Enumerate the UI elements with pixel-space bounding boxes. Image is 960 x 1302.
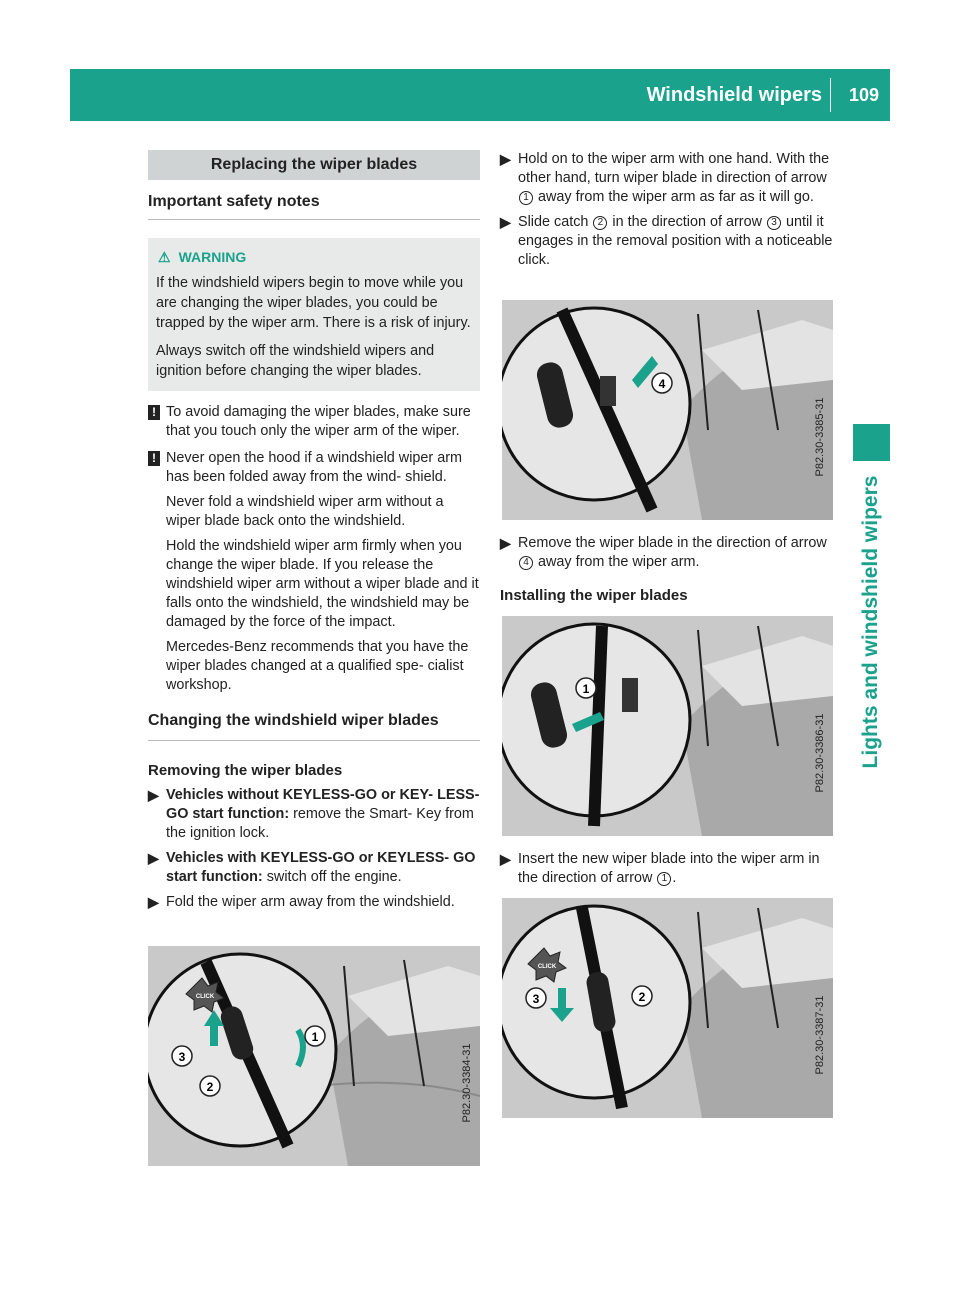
figure-code: [460, 1008, 474, 1158]
section-heading: Replacing the wiper blades: [148, 150, 480, 180]
side-tab-marker: [853, 424, 890, 461]
step-arrow-icon: ▶: [500, 851, 511, 867]
heading-installing-blades: Installing the wiper blades: [500, 587, 688, 604]
step-keyless-without: [148, 786, 480, 843]
notice-icon: !: [148, 451, 160, 466]
ref-number: 2: [593, 216, 607, 230]
step-text: Insert the new wiper blade into the wiper arm in the direction of arrow: [518, 851, 820, 886]
step-arrow-icon: ▶: [500, 535, 511, 551]
figure-remove-blade: [502, 300, 833, 520]
figure-code: [813, 362, 827, 512]
side-tab-text: Lights and windshield wipers: [859, 475, 882, 769]
step-text: remove the Smart- Key from the ignition lock.: [166, 806, 474, 841]
figure-label-4: 4: [658, 377, 666, 391]
figure-label-1: 1: [582, 682, 590, 696]
page-number: 109: [848, 85, 880, 105]
figure-code-text: P82.30-3385-31: [814, 397, 826, 477]
figure-install-blade: [502, 616, 833, 836]
header-divider: [830, 78, 831, 112]
step-fold-arm: [148, 893, 480, 912]
note-2: [148, 449, 480, 695]
figure-label-2: 2: [638, 990, 646, 1004]
step-text: Remove the wiper blade in the direction of arrow: [518, 535, 827, 551]
click-label: CLICK: [195, 994, 215, 1000]
right-column: [500, 150, 834, 276]
right-column-low: [500, 850, 834, 894]
figure-engage-blade-click: [502, 898, 833, 1118]
warning-title: [158, 248, 472, 267]
warning-box: [148, 238, 480, 391]
warning-title-text: WARNING: [178, 249, 247, 265]
step-text: Hold on to the wiper arm with one hand. With the other hand, turn wiper blade in direction of arrow: [518, 151, 830, 186]
figure-label-3: 3: [178, 1050, 186, 1064]
note-1: [148, 403, 480, 441]
note-2-text-2: Never fold a windshield wiper arm without a wiper blade back onto the windshield.: [166, 494, 444, 529]
step-text: Fold the wiper arm away from the windshield.: [166, 894, 455, 910]
ref-number: 4: [519, 556, 533, 570]
left-column: [148, 150, 480, 918]
step-condition: Vehicles with KEYLESS-GO or KEYLESS- GO start function:: [166, 850, 476, 885]
step-text: switch off the engine.: [262, 869, 402, 885]
step-remove-blade: [500, 534, 834, 572]
figure-code-text: P82.30-3384-31: [461, 1043, 473, 1123]
step-keyless-with: [148, 849, 480, 887]
step-arrow-icon: ▶: [148, 894, 159, 910]
figure-remove-blade-click: [148, 946, 480, 1166]
warning-text-1: If the windshield wipers begin to move while you are changing the wiper blades, you could be trapped by the wiper arm. There is a risk of injury.: [156, 275, 471, 331]
figure-code-text: P82.30-3387-31: [814, 995, 826, 1075]
step-text: .: [672, 870, 677, 886]
step-slide-catch: [500, 213, 834, 270]
warning-text-2: Always switch off the windshield wipers and ignition before changing the wiper blades.: [156, 343, 435, 379]
ref-number: 1: [519, 191, 533, 205]
heading-removing-blades: Removing the wiper blades: [148, 762, 343, 779]
step-arrow-icon: ▶: [500, 214, 511, 230]
step-turn-blade: [500, 150, 834, 207]
ref-number: 3: [767, 216, 781, 230]
side-tab-label: [853, 472, 890, 772]
step-text: in the direction of arrow: [608, 214, 766, 230]
figure-code: [813, 960, 827, 1110]
step-arrow-icon: ▶: [148, 787, 159, 803]
step-arrow-icon: ▶: [500, 151, 511, 167]
figure-label-3: 3: [532, 992, 540, 1006]
step-text: away from the wiper arm as far as it will go.: [534, 189, 814, 205]
figure-label-2: 2: [206, 1080, 214, 1094]
note-2-text-3: Hold the windshield wiper arm firmly when you change the wiper blade. If you release the windshield wiper arm without a wiper blade and it falls onto the windshield, the windshield may be damaged by the force of the impact.: [166, 538, 479, 630]
step-text: until it engages in the removal position with a noticeable click.: [518, 214, 833, 268]
step-text: away from the wiper arm.: [534, 554, 700, 570]
click-label: CLICK: [537, 964, 557, 970]
notice-icon: !: [148, 405, 160, 420]
step-condition: Vehicles without KEYLESS-GO or KEY- LESS-GO start function:: [166, 787, 480, 822]
figure-label-1: 1: [311, 1030, 319, 1044]
figure-code: [813, 678, 827, 828]
ref-number: 1: [657, 872, 671, 886]
step-arrow-icon: ▶: [148, 850, 159, 866]
heading-changing-blades: Changing the windshield wiper blades: [148, 711, 480, 741]
note-2-text-1: Never open the hood if a windshield wiper arm has been folded away from the wind- shield.: [166, 450, 462, 485]
subheading-safety: Important safety notes: [148, 192, 480, 220]
note-1-text: To avoid damaging the wiper blades, make sure that you touch only the wiper arm of the wiper.: [166, 404, 471, 439]
figure-code-text: P82.30-3386-31: [814, 713, 826, 793]
step-insert-blade: [500, 850, 834, 888]
page-title: Windshield wipers: [646, 84, 822, 106]
right-column-mid: [500, 534, 834, 611]
note-2-text-4: Mercedes-Benz recommends that you have the wiper blades changed at a qualified spe- cialist workshop.: [166, 639, 469, 693]
step-text: Slide catch: [518, 214, 593, 230]
warning-triangle-icon: ⚠: [158, 249, 171, 265]
